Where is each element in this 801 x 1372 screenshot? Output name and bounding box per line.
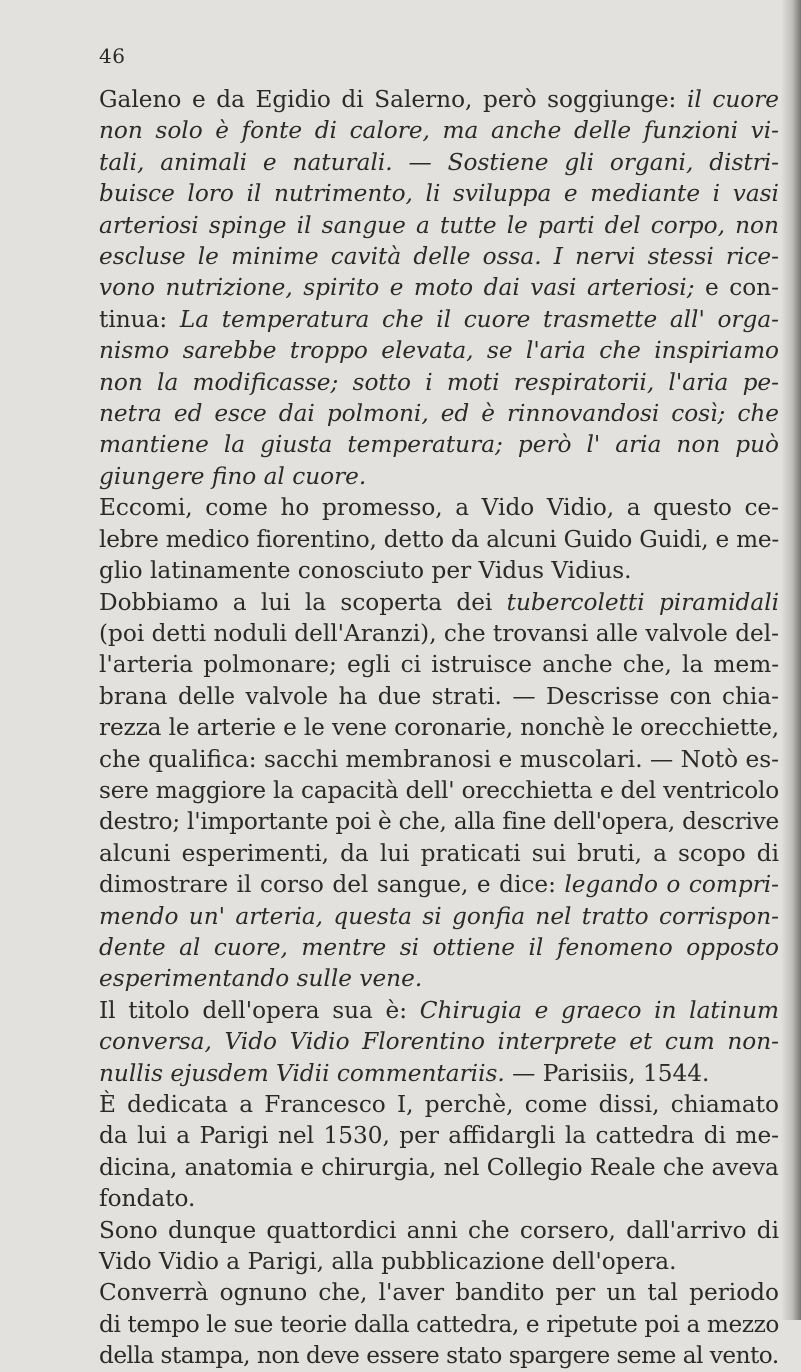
text-run: della stampa, non deve essere stato spargere seme al vento.: [99, 1342, 779, 1370]
text-run: È dedicata a Francesco I, perchè, come dissi, chiamato: [99, 1091, 779, 1118]
text-line: [99, 681, 779, 712]
text-line: [99, 901, 779, 932]
italic-text: netra ed esce dai polmoni, ed è rinnovandosi così; che: [99, 400, 779, 428]
text-run: e con-: [694, 274, 779, 302]
text-line: [99, 587, 779, 618]
text-run: Sono dunque quattordici anni che corsero, dall'arrivo di: [99, 1216, 779, 1244]
italic-text: tubercoletti piramidali: [506, 588, 780, 616]
italic-text: nismo sarebbe troppo elevata, se l'aria che inspiriamo: [99, 337, 780, 365]
text-line: [99, 1340, 779, 1371]
text-line: [99, 84, 779, 115]
text-line: [99, 1183, 779, 1214]
text-run: brana delle valvole ha due strati. — Descrisse con chia-: [99, 682, 779, 710]
text-line: [99, 744, 779, 775]
text-line: [99, 963, 779, 994]
italic-text: escluse le minime cavità delle ossa. I nervi stessi rice-: [99, 243, 779, 271]
text-line: [99, 806, 779, 837]
text-line: [99, 429, 779, 460]
italic-text: il cuore: [686, 86, 780, 113]
text-line: [99, 932, 779, 963]
text-line: [99, 492, 779, 523]
text-line: [99, 1246, 779, 1277]
text-line: [99, 1277, 779, 1308]
text-run: (poi detti noduli dell'Aranzi), che trovansi alle valvole del-: [99, 619, 779, 647]
text-line: [99, 1058, 779, 1089]
italic-text: La temperatura che il cuore trasmette all' orga-: [179, 305, 780, 333]
page-number: 46: [99, 44, 126, 68]
italic-text: giungere fino al cuore.: [99, 462, 367, 490]
text-run: destro; l'importante poi è che, alla fine dell'opera, descrive: [99, 808, 779, 836]
text-run: dicina, anatomia e chirurgia, nel Collegio Reale che aveva: [99, 1153, 779, 1181]
text-line: [99, 1215, 779, 1246]
text-line: [99, 115, 779, 146]
text-line: [99, 1309, 779, 1340]
italic-text: conversa, Vido Vidio Florentino interprete et cum non-: [99, 1028, 780, 1056]
text-run: Dobbiamo a lui la scoperta dei: [99, 588, 507, 616]
text-run: lebre medico fiorentino, detto da alcuni Guido Guidi, e me-: [99, 525, 780, 553]
text-line: [99, 838, 779, 869]
text-run: Galeno e da Egidio di Salerno, però soggiunge:: [99, 86, 687, 113]
text-line: [99, 241, 779, 272]
text-line: [99, 618, 779, 649]
text-run: da lui a Parigi nel 1530, per affidargli la cattedra di me-: [99, 1122, 780, 1150]
text-line: [99, 555, 779, 586]
text-line: [99, 995, 779, 1026]
text-run: rezza le arterie e le vene coronarie, nonchè le orecchiette,: [99, 714, 780, 742]
text-line: [99, 1026, 779, 1057]
text-run: l'arteria polmonare; egli ci istruisce anche che, la mem-: [99, 651, 780, 679]
text-run: fondato.: [99, 1185, 196, 1213]
body-text: [99, 84, 779, 1372]
italic-text: buisce loro il nutrimento, li sviluppa e mediante i vasi: [99, 180, 779, 208]
text-line: [99, 524, 778, 555]
italic-text: tali, animali e naturali. — Sostiene gli organi, distri-: [99, 148, 780, 176]
text-line: [99, 775, 779, 806]
text-run: di tempo le sue teorie dalla cattedra, e ripetute poi a mezzo: [99, 1310, 780, 1338]
text-line: [99, 398, 779, 429]
italic-text: non la modificasse; sotto i moti respiratorii, l'aria pe-: [99, 368, 779, 396]
italic-text: nullis ejusdem Vidii commentariis.: [99, 1059, 505, 1087]
italic-text: legando o compri-: [564, 871, 780, 899]
italic-text: esperimentando sulle vene.: [99, 965, 423, 993]
text-line: [99, 1152, 779, 1183]
text-run: alcuni esperimenti, da lui praticati sui bruti, a scopo di: [99, 839, 779, 867]
text-line: [99, 304, 779, 335]
italic-text: dente al cuore, mentre si ottiene il fenomeno opposto: [99, 933, 779, 961]
italic-text: non solo è fonte di calore, ma anche delle funzioni vi-: [99, 117, 780, 145]
text-run: sere maggiore la capacità dell' orecchietta e del ventricolo: [99, 776, 779, 804]
text-line: [99, 272, 779, 303]
text-run: — Parisiis, 1544.: [504, 1059, 710, 1087]
italic-text: mantiene la giusta temperatura; però l' aria non può: [99, 431, 780, 459]
italic-text: arteriosi spinge il sangue a tutte le parti del corpo, non: [99, 211, 779, 239]
text-line: [99, 869, 779, 900]
text-run: dimostrare il corso del sangue, e dice:: [99, 871, 565, 899]
italic-text: Chirugia e graeco in latinum: [419, 996, 780, 1024]
text-line: [99, 649, 779, 680]
text-run: Vido Vidio a Parigi, alla pubblicazione dell'opera.: [99, 1248, 677, 1276]
text-line: [99, 147, 779, 178]
italic-text: vono nutrizione, spirito e moto dai vasi arteriosi;: [99, 274, 695, 302]
text-run: glio latinamente conosciuto per Vidus Vidius.: [99, 557, 632, 585]
text-line: [99, 712, 779, 743]
text-run: Converrà ognuno che, l'aver bandito per un tal periodo: [99, 1279, 779, 1307]
text-run: Eccomi, come ho promesso, a Vido Vidio, a questo ce-: [99, 494, 779, 522]
text-line: [99, 210, 779, 241]
text-line: [99, 367, 779, 398]
text-line: [99, 178, 779, 209]
text-run: tinua:: [99, 305, 180, 333]
text-line: [99, 461, 779, 492]
text-line: [99, 1089, 779, 1120]
text-run: Il titolo dell'opera sua è:: [99, 996, 420, 1024]
italic-text: mendo un' arteria, questa si gonfia nel tratto corrispon-: [99, 902, 779, 930]
text-run: che qualifica: sacchi membranosi e muscolari. — Notò es-: [99, 745, 780, 773]
text-line: [99, 335, 779, 366]
text-line: [99, 1120, 779, 1151]
page-edge-shadow: [781, 0, 801, 1320]
